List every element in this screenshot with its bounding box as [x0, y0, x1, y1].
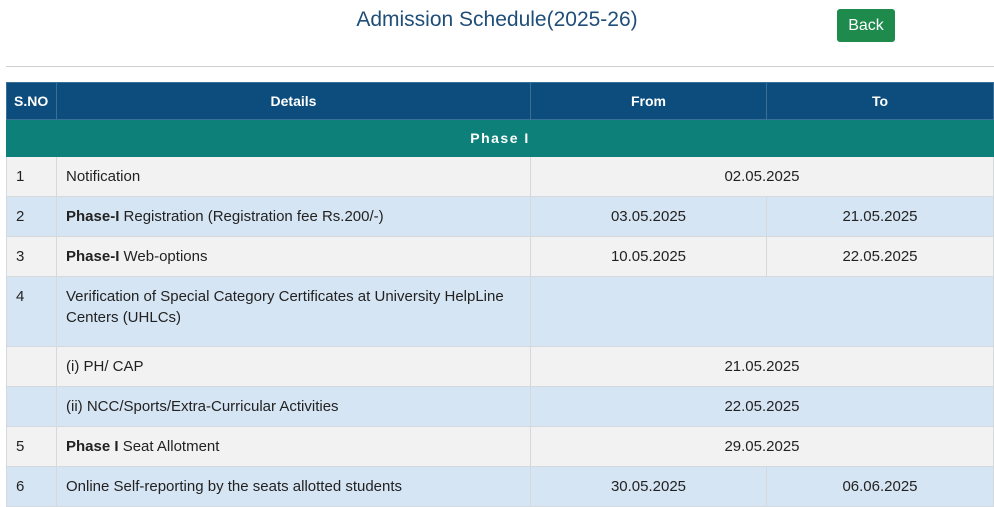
divider — [6, 66, 994, 67]
row-details-bold: Phase I — [66, 438, 119, 455]
row-date-empty — [531, 277, 994, 347]
row-date: 21.05.2025 — [531, 347, 994, 387]
phase-label: Phase I — [7, 120, 994, 157]
row-details — [57, 157, 531, 197]
row-sno: 3 — [7, 237, 57, 277]
row-from-date: 03.05.2025 — [531, 197, 767, 237]
row-details-bold: Phase-I — [66, 248, 120, 265]
row-from-date: 30.05.2025 — [531, 467, 767, 507]
row-sno: 4 — [7, 277, 57, 347]
header-from: From — [531, 83, 767, 120]
row-details-text: (ii) NCC/Sports/Extra-Curricular Activities — [66, 398, 339, 415]
row-details-text: (i) PH/ CAP — [66, 358, 144, 375]
table-row — [7, 237, 994, 277]
row-date: 29.05.2025 — [531, 427, 994, 467]
page-title: Admission Schedule(2025-26) — [356, 8, 638, 31]
row-sno — [7, 387, 57, 427]
row-date: 02.05.2025 — [531, 157, 994, 197]
row-details-bold: Phase-I — [66, 208, 120, 225]
row-details-text: Seat Allotment — [118, 438, 220, 455]
row-details-text: Online Self-reporting by the seats allotted students — [66, 478, 403, 495]
row-sno: 6 — [7, 467, 57, 507]
header-to: To — [767, 83, 994, 120]
row-details-text: Web-options — [119, 248, 208, 265]
header-sno: S.NO — [7, 83, 57, 120]
back-button[interactable]: Back — [837, 9, 895, 42]
row-sno: 1 — [7, 157, 57, 197]
row-from-date: 10.05.2025 — [531, 237, 767, 277]
row-details — [57, 427, 531, 467]
row-to-date: 22.05.2025 — [767, 237, 994, 277]
table-row — [7, 347, 994, 387]
admission-schedule-table — [6, 82, 994, 507]
row-details-text: Notification — [66, 168, 141, 185]
row-details-text: Verification of Special Category Certificates at University HelpLine Centers (UHLCs) — [66, 288, 504, 326]
row-to-date: 06.06.2025 — [767, 467, 994, 507]
row-sno: 2 — [7, 197, 57, 237]
table-row — [7, 387, 994, 427]
header-details: Details — [57, 83, 531, 120]
table-row — [7, 467, 994, 507]
row-details — [57, 197, 531, 237]
row-details — [57, 237, 531, 277]
table-row — [7, 157, 994, 197]
row-to-date: 21.05.2025 — [767, 197, 994, 237]
row-details — [57, 467, 531, 507]
row-sno: 5 — [7, 427, 57, 467]
table-row — [7, 277, 994, 347]
row-details — [57, 387, 531, 427]
table-row — [7, 197, 994, 237]
row-details — [57, 277, 531, 347]
table-row — [7, 427, 994, 467]
phase-row — [7, 120, 994, 157]
row-details-text: Registration (Registration fee Rs.200/-) — [119, 208, 384, 225]
row-details — [57, 347, 531, 387]
row-sno — [7, 347, 57, 387]
table-header-row — [7, 83, 994, 120]
row-date: 22.05.2025 — [531, 387, 994, 427]
